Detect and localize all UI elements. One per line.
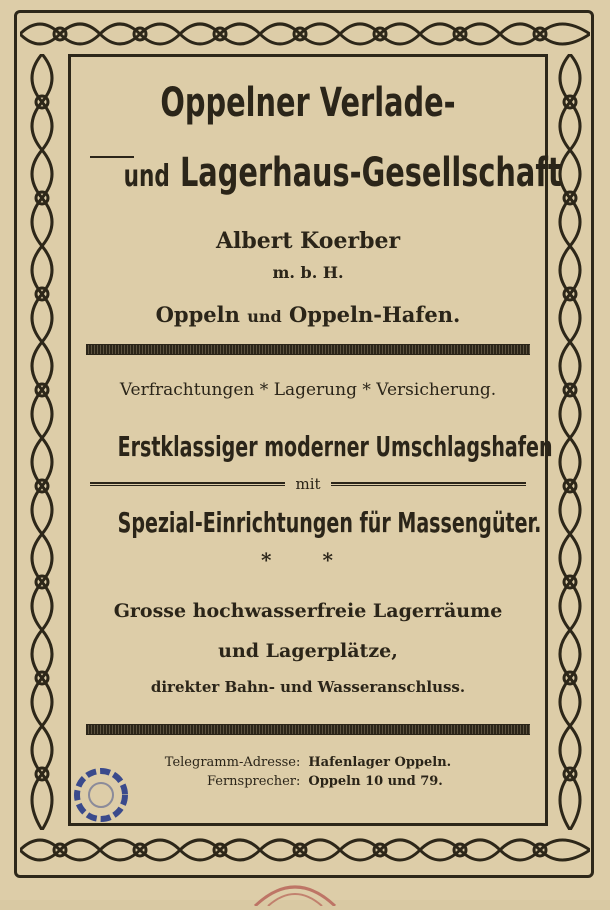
ornament-top-band (20, 14, 590, 54)
phone-label: Fernsprecher: (206, 774, 301, 789)
telegram-row (161, 753, 455, 772)
service-separator-1: * (259, 380, 269, 400)
service-insurance: Versicherung. (376, 380, 497, 400)
legal-form: m. b. H. (272, 263, 344, 282)
location-line (72, 302, 544, 327)
service-storage: Lagerung (273, 380, 357, 400)
special-facilities: Spezial-Einrichtungen für Massengüter. (117, 506, 542, 539)
mit-connector: mit (295, 475, 321, 493)
ornament-bottom-band (20, 830, 590, 870)
contact-block (72, 753, 544, 791)
library-stamp-icon (72, 766, 130, 824)
phone-row (161, 772, 455, 791)
mit-rule-left (90, 482, 285, 486)
telegram-label: Telegramm-Adresse: (164, 755, 301, 770)
storage-line2: und Lagerplätze, (218, 640, 398, 662)
location-oppeln: Oppeln (155, 302, 240, 327)
company-title-line2 (123, 150, 562, 196)
firm-name: Albert Koerber (215, 228, 401, 254)
divider-bar-top (86, 344, 530, 355)
title-und: und (123, 159, 170, 194)
services-line (72, 380, 544, 400)
harbor-headline: Erstklassiger moderner Umschlagshafen (117, 430, 553, 463)
location-hafen: Oppeln-Hafen. (288, 302, 461, 327)
service-shipping: Verfrachtungen (119, 380, 255, 400)
telegram-value: Hafenlager Oppeln. (308, 755, 452, 770)
storage-line1: Grosse hochwasserfreie Lagerräume (113, 600, 503, 622)
service-separator-2: * (362, 380, 371, 400)
star-ornament: * * (261, 548, 355, 572)
red-stamp-fragment-icon (250, 876, 340, 906)
mit-rule-right (331, 482, 526, 486)
title-lagerhaus: Lagerhaus-Gesellschaft (179, 150, 562, 196)
mit-row (90, 474, 526, 494)
divider-bar-bottom (86, 724, 530, 735)
storage-line3: direkter Bahn- und Wasseranschluss. (150, 678, 466, 696)
advertisement-content (72, 58, 562, 822)
location-und: und (247, 307, 282, 326)
company-title-line1: Oppelner Verlade- (160, 80, 456, 126)
ornament-left-band (20, 54, 64, 830)
phone-value: Oppeln 10 und 79. (308, 774, 443, 789)
